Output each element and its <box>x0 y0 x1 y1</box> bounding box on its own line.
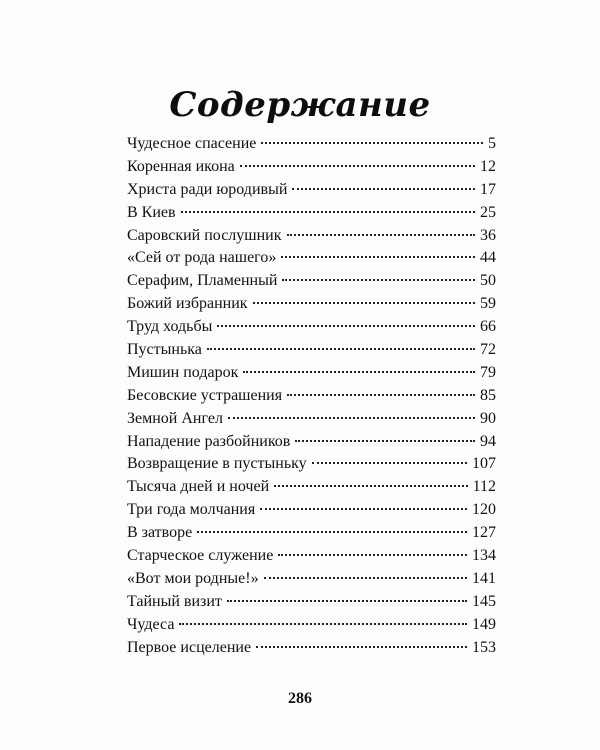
toc-entry <box>127 362 496 385</box>
toc-entry-page: 112 <box>472 478 496 496</box>
toc-entry <box>127 156 496 179</box>
toc-entry-page: 72 <box>480 341 496 359</box>
dot-leader <box>260 508 467 510</box>
toc-entry-title: Коренная икона <box>127 157 235 175</box>
toc-entry-title: Земной Ангел <box>127 409 223 427</box>
dot-leader <box>181 211 475 213</box>
toc-entry-page: 149 <box>472 615 496 633</box>
toc-entry <box>127 545 496 568</box>
toc-entry <box>127 499 496 522</box>
toc-entry-page: 36 <box>480 226 496 244</box>
toc-entry-title: Чудесное спасение <box>127 135 257 152</box>
dot-leader <box>228 417 475 419</box>
dot-leader <box>312 462 467 464</box>
dot-leader <box>253 302 475 304</box>
toc-entry-page: 153 <box>472 638 496 656</box>
toc-entry-page: 145 <box>472 592 496 610</box>
dot-leader <box>240 165 475 167</box>
dot-leader <box>256 646 467 648</box>
toc-entry-page: 5 <box>488 135 496 152</box>
toc-entry <box>127 179 496 202</box>
toc-entry-title: «Вот мои родные!» <box>127 569 259 587</box>
toc-entry <box>127 316 496 339</box>
toc-entry <box>127 614 496 637</box>
toc-entry <box>127 385 496 408</box>
dot-leader <box>274 485 467 487</box>
toc-entry-page: 79 <box>480 363 496 381</box>
dot-leader <box>281 256 475 258</box>
page-title: Содержание <box>169 84 431 125</box>
toc-entry <box>127 476 496 499</box>
toc-entry-page: 90 <box>480 409 496 427</box>
toc-entry <box>127 568 496 591</box>
toc-entry-title: Три года молчания <box>127 501 256 519</box>
toc-entry <box>127 202 496 225</box>
toc-entry-page: 66 <box>480 318 496 336</box>
toc-entry-page: 94 <box>480 432 496 450</box>
dot-leader <box>179 623 467 625</box>
dot-leader <box>287 234 476 236</box>
toc-entry-page: 50 <box>480 272 496 290</box>
toc-entry-title: Нападение разбойников <box>127 432 291 450</box>
toc-entry <box>127 591 496 614</box>
toc-entry <box>127 293 496 316</box>
table-of-contents <box>127 133 496 659</box>
dot-leader <box>207 348 475 350</box>
toc-entry <box>127 225 496 248</box>
toc-entry-page: 141 <box>472 569 496 587</box>
page-number: 286 <box>288 690 312 707</box>
toc-entry-title: Серафим, Пламенный <box>127 272 278 290</box>
toc-entry-page: 25 <box>480 203 496 221</box>
toc-entry-title: Тайный визит <box>127 592 222 610</box>
toc-entry <box>127 247 496 270</box>
toc-entry <box>127 637 496 660</box>
dot-leader <box>261 142 483 144</box>
toc-entry-page: 120 <box>472 501 496 519</box>
dot-leader <box>243 371 475 373</box>
toc-entry-title: Возвращение в пустыньку <box>127 455 307 473</box>
toc-entry-title: Мишин подарок <box>127 363 239 381</box>
dot-leader <box>295 440 475 442</box>
toc-entry <box>127 522 496 545</box>
toc-entry <box>127 431 496 454</box>
toc-entry-page: 85 <box>480 386 496 404</box>
toc-entry-title: Христа ради юродивый <box>127 180 288 198</box>
toc-entry-page: 127 <box>472 524 496 542</box>
toc-entry-title: Старческое служение <box>127 547 274 565</box>
toc-entry-title: Первое исцеление <box>127 638 252 656</box>
toc-entry <box>127 453 496 476</box>
toc-entry-title: «Сей от рода нашего» <box>127 249 277 267</box>
toc-entry-page: 59 <box>480 295 496 313</box>
dot-leader <box>197 531 467 533</box>
toc-entry-page: 12 <box>480 157 496 175</box>
dot-leader <box>278 554 467 556</box>
toc-entry <box>127 270 496 293</box>
dot-leader <box>282 279 475 281</box>
toc-entry-title: Труд ходьбы <box>127 318 213 336</box>
toc-entry <box>127 133 496 156</box>
toc-entry-title: Пустынька <box>127 341 202 359</box>
toc-entry-title: Божий избранник <box>127 295 248 313</box>
toc-entry-page: 17 <box>480 180 496 198</box>
toc-entry <box>127 339 496 362</box>
toc-entry-page: 134 <box>472 547 496 565</box>
toc-entry-title: Тысяча дней и ночей <box>127 478 270 496</box>
toc-entry-title: В затворе <box>127 524 193 542</box>
toc-entry-title: Саровский послушник <box>127 226 282 244</box>
toc-entry-page: 44 <box>480 249 496 267</box>
dot-leader <box>217 325 475 327</box>
dot-leader <box>227 600 467 602</box>
toc-entry-title: В Киев <box>127 203 176 221</box>
dot-leader <box>292 188 475 190</box>
toc-entry-page: 107 <box>472 455 496 473</box>
dot-leader <box>287 394 475 396</box>
toc-entry <box>127 408 496 431</box>
toc-entry-title: Бесовские устрашения <box>127 386 283 404</box>
dot-leader <box>264 577 467 579</box>
toc-entry-title: Чудеса <box>127 615 175 633</box>
